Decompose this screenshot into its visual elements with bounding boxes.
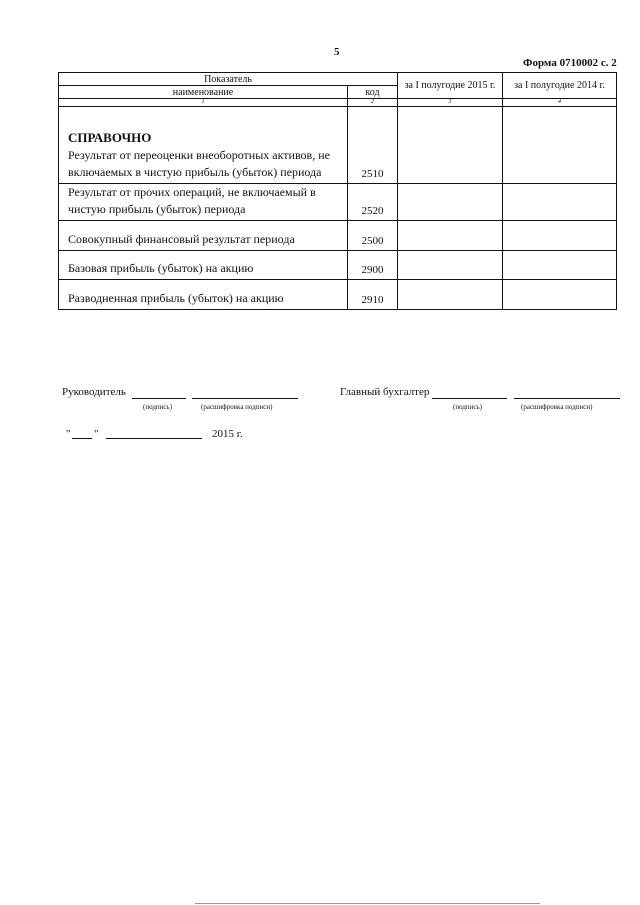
row-code: 2910 bbox=[348, 280, 398, 310]
row-code: 2520 bbox=[348, 184, 398, 221]
form-label: Форма 0710002 с. 2 bbox=[523, 57, 617, 69]
col-index-1: 1 bbox=[59, 99, 348, 107]
report-table bbox=[58, 72, 617, 310]
col-index-3: 3 bbox=[398, 99, 503, 107]
row-value-2014 bbox=[503, 107, 617, 184]
accountant-decode-caption: (расшифровка подписи) bbox=[521, 403, 593, 411]
row-value-2014 bbox=[503, 184, 617, 221]
table-row bbox=[59, 107, 617, 184]
row-value-2015 bbox=[398, 251, 503, 280]
row-value-2015 bbox=[398, 280, 503, 310]
row-name: Разводненная прибыль (убыток) на акцию bbox=[59, 280, 348, 310]
name-header: наименование bbox=[59, 86, 348, 99]
page-bottom-divider bbox=[195, 903, 540, 904]
period1-header: за I полугодие 2015 г. bbox=[398, 73, 503, 99]
row-name: Совокупный финансовый результат периода bbox=[59, 221, 348, 251]
accountant-decode-line[interactable] bbox=[514, 398, 620, 399]
row-value-2015 bbox=[398, 221, 503, 251]
indicator-header: Показатель bbox=[59, 73, 398, 86]
table-row bbox=[59, 184, 617, 221]
head-sign-caption: (подпись) bbox=[143, 403, 173, 411]
row-value-2014 bbox=[503, 221, 617, 251]
code-header: код bbox=[348, 86, 398, 99]
table-row bbox=[59, 221, 617, 251]
section-title: СПРАВОЧНО bbox=[68, 130, 152, 145]
page-number: 5 bbox=[334, 46, 340, 58]
row-name: Результат от прочих операций, не включаемый в чистую прибыль (убыток) периода bbox=[59, 184, 348, 221]
head-label: Руководитель bbox=[62, 386, 126, 398]
period2-header: за I полугодие 2014 г. bbox=[503, 73, 617, 99]
date-year: 2015 г. bbox=[212, 428, 243, 440]
date-quote-open: " bbox=[66, 428, 71, 440]
row-code: 2500 bbox=[348, 221, 398, 251]
date-month-line[interactable] bbox=[106, 438, 202, 439]
table-row bbox=[59, 280, 617, 310]
head-decode-caption: (расшифровка подписи) bbox=[201, 403, 273, 411]
col-index-4: 4 bbox=[503, 99, 617, 107]
head-signature-line[interactable] bbox=[132, 398, 186, 399]
accountant-label: Главный бухгалтер bbox=[340, 386, 430, 398]
row-name: Результат от переоценки внеоборотных активов, не включаемых в чистую прибыль (убыток) периода bbox=[68, 148, 330, 179]
col-index-2: 2 bbox=[348, 99, 398, 107]
accountant-sign-caption: (подпись) bbox=[453, 403, 483, 411]
row-value-2015 bbox=[398, 184, 503, 221]
accountant-signature-line[interactable] bbox=[432, 398, 507, 399]
row-value-2015 bbox=[398, 107, 503, 184]
row-code: 2900 bbox=[348, 251, 398, 280]
date-day-line[interactable] bbox=[72, 438, 92, 439]
row-name: Базовая прибыль (убыток) на акцию bbox=[59, 251, 348, 280]
row-code: 2510 bbox=[348, 107, 398, 184]
row-value-2014 bbox=[503, 251, 617, 280]
row-value-2014 bbox=[503, 280, 617, 310]
head-decode-line[interactable] bbox=[192, 398, 298, 399]
date-quote-close: " bbox=[94, 428, 99, 440]
table-row bbox=[59, 251, 617, 280]
